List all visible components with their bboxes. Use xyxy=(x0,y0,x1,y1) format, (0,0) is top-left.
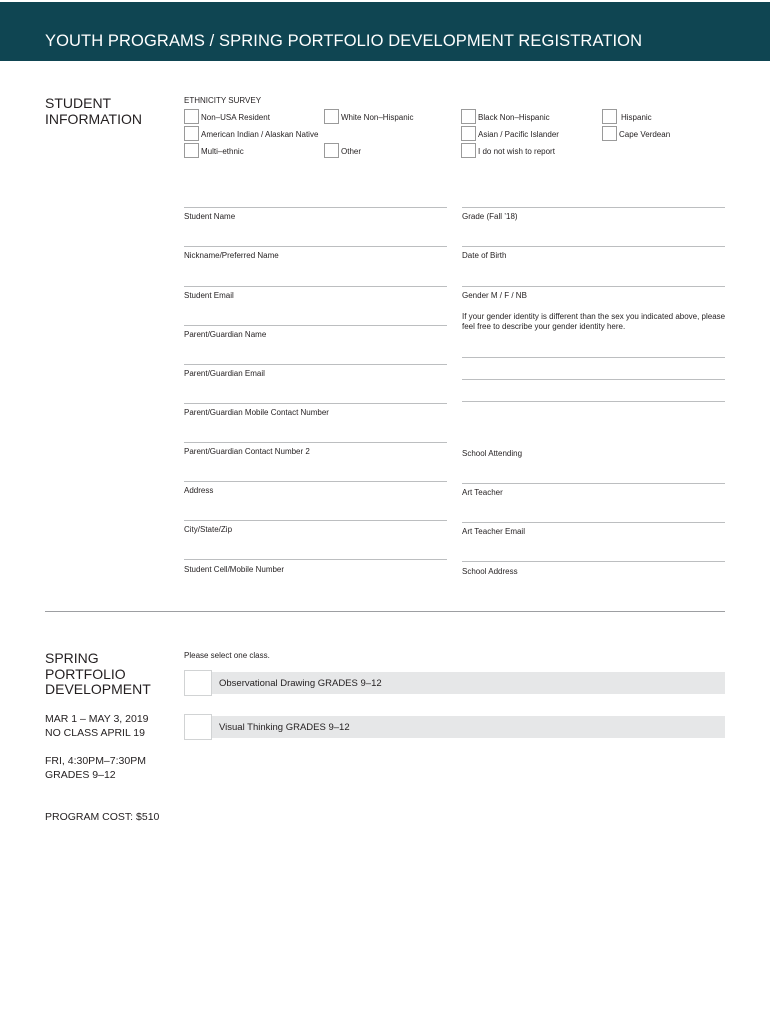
checkbox-visual-thinking[interactable] xyxy=(184,714,212,740)
field-line xyxy=(184,286,447,287)
checkbox-do-not-report[interactable] xyxy=(461,143,476,158)
section-divider xyxy=(45,611,725,612)
label-asian-pacific-islander: Asian / Pacific Islander xyxy=(478,130,559,139)
school-address-label: School Address xyxy=(462,567,518,576)
class-label-observational-drawing: Observational Drawing GRADES 9–12 xyxy=(219,678,382,689)
program-dates xyxy=(45,712,149,740)
field-line xyxy=(184,246,447,247)
gender-identity-line-1[interactable] xyxy=(462,357,725,358)
guardian-contact2-label: Parent/Guardian Contact Number 2 xyxy=(184,447,310,456)
school-address-field[interactable] xyxy=(462,561,725,593)
student-name-label: Student Name xyxy=(184,212,236,221)
address-label: Address xyxy=(184,486,214,495)
field-line xyxy=(184,559,447,560)
program-time-line1: FRI, 4:30PM–7:30PM xyxy=(45,755,146,767)
student-info-heading-line2: INFORMATION xyxy=(45,110,142,127)
student-info-heading xyxy=(45,96,142,127)
art-teacher-field[interactable] xyxy=(462,483,725,515)
gender-identity-note: If your gender identity is different than the sex you indicated above, please feel free to describe your gender identity here. xyxy=(462,312,726,331)
field-line xyxy=(184,364,447,365)
guardian-email-field[interactable] xyxy=(184,364,447,396)
gender-identity-line-2[interactable] xyxy=(462,379,725,380)
program-time-line2: GRADES 9–12 xyxy=(45,769,116,781)
student-cell-label: Student Cell/Mobile Number xyxy=(184,565,285,574)
program-heading-line3: DEVELOPMENT xyxy=(45,681,151,697)
art-teacher-email-label: Art Teacher Email xyxy=(462,527,525,536)
date-of-birth-field[interactable] xyxy=(462,246,725,278)
checkbox-black-non-hispanic[interactable] xyxy=(461,109,476,124)
field-line xyxy=(462,483,725,484)
field-line xyxy=(462,207,725,208)
select-class-note: Please select one class. xyxy=(184,651,270,660)
gender-identity-line-3[interactable] xyxy=(462,401,725,402)
field-line xyxy=(462,522,725,523)
school-attending-label: School Attending xyxy=(462,449,523,458)
label-do-not-report: I do not wish to report xyxy=(478,147,555,156)
art-teacher-label: Art Teacher xyxy=(462,488,503,497)
student-info-heading-line1: STUDENT xyxy=(45,95,112,111)
label-other: Other xyxy=(341,147,362,156)
label-cape-verdean: Cape Verdean xyxy=(619,130,671,139)
program-heading-line1: SPRING xyxy=(45,650,99,666)
header-bar xyxy=(0,2,770,61)
label-black-non-hispanic: Black Non–Hispanic xyxy=(478,113,550,122)
school-attending-field[interactable] xyxy=(462,445,725,477)
grade-label: Grade (Fall ’18) xyxy=(462,212,518,221)
program-heading-line2: PORTFOLIO xyxy=(45,665,126,682)
address-field[interactable] xyxy=(184,481,447,513)
program-time xyxy=(45,754,146,782)
nickname-field[interactable] xyxy=(184,246,447,278)
student-email-field[interactable] xyxy=(184,286,447,318)
field-line xyxy=(462,561,725,562)
label-multi-ethnic: Multi–ethnic xyxy=(201,147,244,156)
checkbox-other[interactable] xyxy=(324,143,339,158)
checkbox-white-non-hispanic[interactable] xyxy=(324,109,339,124)
field-line xyxy=(184,442,447,443)
student-cell-field[interactable] xyxy=(184,559,447,591)
guardian-email-label: Parent/Guardian Email xyxy=(184,369,265,378)
program-dates-line2: NO CLASS APRIL 19 xyxy=(45,727,145,739)
art-teacher-email-field[interactable] xyxy=(462,522,725,554)
guardian-mobile-label: Parent/Guardian Mobile Contact Number xyxy=(184,408,329,417)
program-heading xyxy=(45,651,151,698)
program-dates-line1: MAR 1 – MAY 3, 2019 xyxy=(45,713,149,725)
field-line xyxy=(184,481,447,482)
label-white-non-hispanic: White Non–Hispanic xyxy=(341,113,414,122)
guardian-contact2-field[interactable] xyxy=(184,442,447,474)
field-line xyxy=(184,325,447,326)
student-name-field[interactable] xyxy=(184,207,447,239)
label-non-usa-resident: Non–USA Resident xyxy=(201,113,270,122)
label-american-indian: American Indian / Alaskan Native xyxy=(201,130,319,139)
checkbox-cape-verdean[interactable] xyxy=(602,126,617,141)
field-line xyxy=(184,520,447,521)
program-cost: PROGRAM COST: $510 xyxy=(45,811,160,823)
city-state-zip-label: City/State/Zip xyxy=(184,525,233,534)
gender-label: Gender M / F / NB xyxy=(462,291,527,300)
guardian-mobile-field[interactable] xyxy=(184,403,447,435)
checkbox-non-usa-resident[interactable] xyxy=(184,109,199,124)
checkbox-asian-pacific-islander[interactable] xyxy=(461,126,476,141)
date-of-birth-label: Date of Birth xyxy=(462,251,507,260)
field-line xyxy=(462,246,725,247)
class-label-visual-thinking: Visual Thinking GRADES 9–12 xyxy=(219,722,350,733)
checkbox-american-indian[interactable] xyxy=(184,126,199,141)
city-state-zip-field[interactable] xyxy=(184,520,447,552)
field-line xyxy=(184,207,447,208)
class-option-observational-drawing[interactable] xyxy=(184,672,725,694)
student-email-label: Student Email xyxy=(184,291,234,300)
nickname-label: Nickname/Preferred Name xyxy=(184,251,279,260)
label-hispanic: Hispanic xyxy=(621,113,652,122)
gender-field[interactable] xyxy=(462,286,725,308)
page-title: YOUTH PROGRAMS / SPRING PORTFOLIO DEVELOPMENT REGISTRATION xyxy=(45,32,643,50)
grade-field[interactable] xyxy=(462,207,725,239)
checkbox-multi-ethnic[interactable] xyxy=(184,143,199,158)
checkbox-observational-drawing[interactable] xyxy=(184,670,212,696)
checkbox-hispanic[interactable] xyxy=(602,109,617,124)
guardian-name-field[interactable] xyxy=(184,325,447,357)
field-line xyxy=(184,403,447,404)
field-line xyxy=(462,286,725,287)
ethnicity-survey-title: ETHNICITY SURVEY xyxy=(184,96,262,105)
guardian-name-label: Parent/Guardian Name xyxy=(184,330,267,339)
class-option-visual-thinking[interactable] xyxy=(184,716,725,738)
